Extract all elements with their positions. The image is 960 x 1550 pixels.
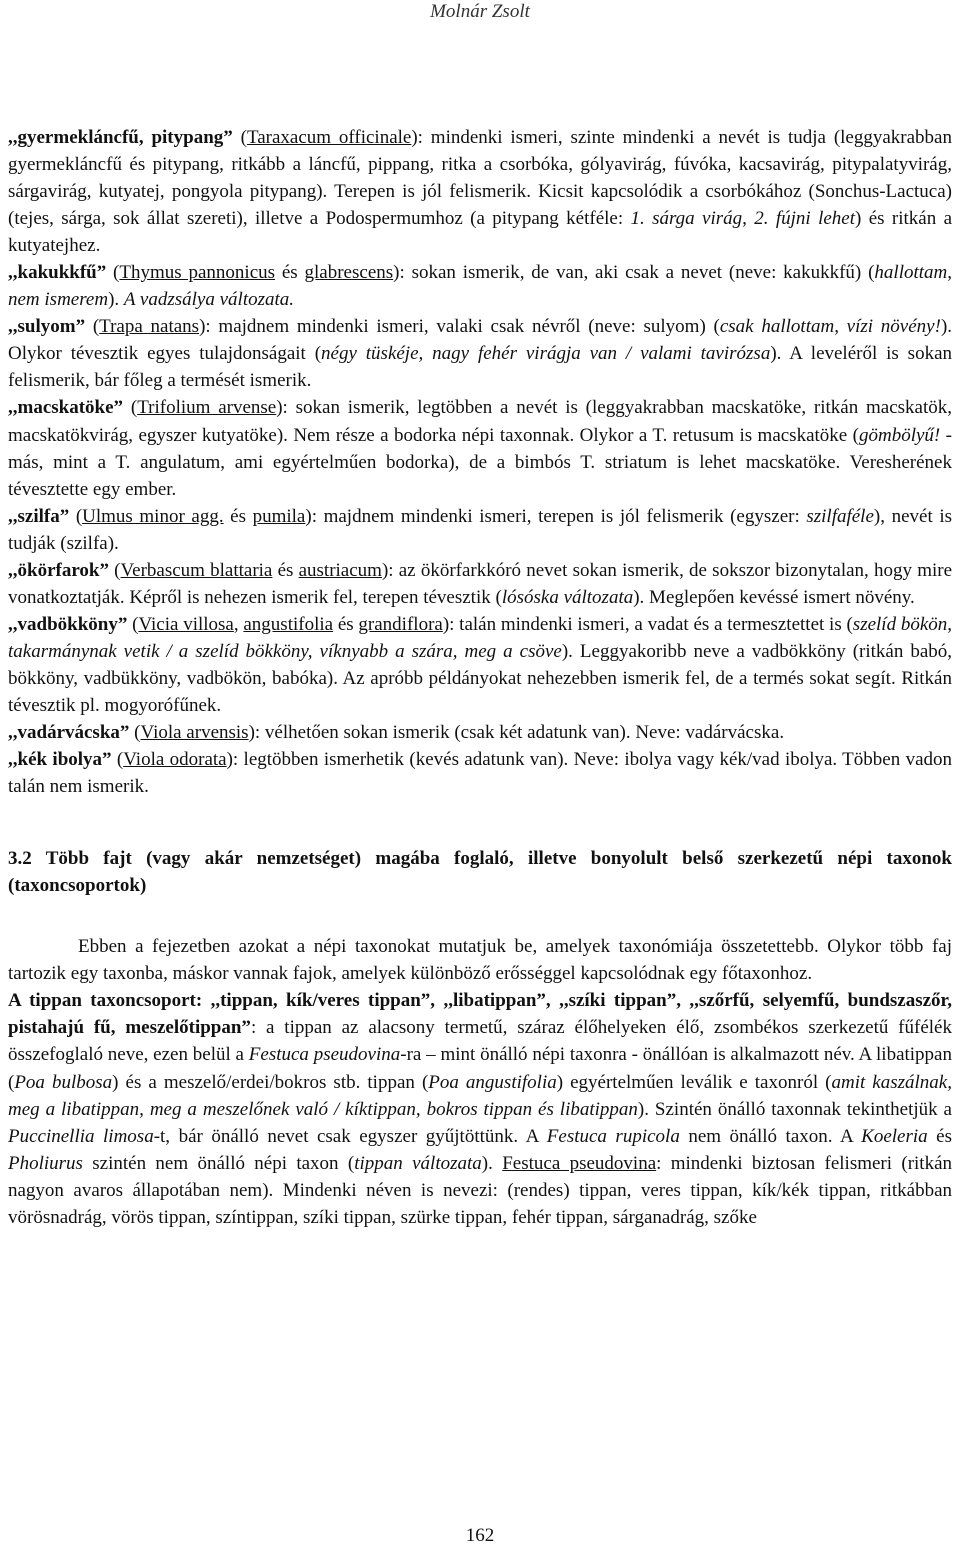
- page-number-value: 162: [465, 1525, 495, 1546]
- entry-szilfa: ,,szilfa” (Ulmus minor agg. és pumila): majdnem mindenki ismeri, terepen is jól felismerik (egyszer: szilfaféle), nevét is tudják (szilfa).: [8, 505, 952, 554]
- entry-sulyom: ,,sulyom” (Trapa natans): majdnem mindenki ismeri, valaki csak névről (neve: sulyom) (csak hallottam, vízi növény!). Olykor tévesztik egyes tulajdonságait (négy tüskéje, nagy fehér virágja van / valami tavirózsa). A leveléről is sokan felismerik, bár főleg a termését ismerik.: [8, 316, 953, 392]
- section-heading: 3.2 Több fajt (vagy akár nemzetséget) magába foglaló, illetve bonyolult belső szerkezetű népi taxonok (taxoncsoportok): [8, 848, 952, 897]
- header-author: Molnár Zsolt: [430, 1, 530, 22]
- entry-kakukkfu: ,,kakukkfű” (Thymus pannonicus és glabrescens): sokan ismerik, de van, aki csak a nevet (neve: kakukkfű) (hallottam, nem ismerem). A vadzsálya változata.: [8, 262, 953, 311]
- section-intro: Ebben a fejezetben azokat a népi taxonokat mutatjuk be, amelyek taxonómiája összetettebb. Olykor több faj tartozik egy taxonba, máskor vannak fajok, amelyek különböző erősséggel kapcsolódnak egy főtaxonhoz.: [8, 936, 952, 985]
- page-body: [8, 124, 952, 1231]
- entry-vadbokkony: ,,vadbökköny” (Vicia villosa, angustifolia és grandiflora): talán mindenki ismeri, a vadat és a termesztettet is (szelíd bökön, takarmánynak vetik / a szelíd bökköny, víknyabb a szára, meg a csöve). Leggyakoribb neve a vadbökköny (ritkán babó, bökköny, vadbükköny, vadbökön, babóka). Az apróbb példányokat nehezebben ismerik fel, de a termés sokat segít. Ritkán tévesztik pl. mogyorófűnek.: [8, 613, 953, 716]
- running-header: [0, 0, 960, 30]
- page-number: [0, 1525, 960, 1547]
- entry-okorfarok: ,,ökörfarok” (Verbascum blattaria és austriacum): az ökörfarkkóró nevet sokan ismerik, de sokszor bizonytalan, hogy mire vonatkoztatják. Képről is nehezen ismerik fel, terepen tévesztik (lósóska változata). Meglepően kevéssé ismert növény.: [8, 559, 953, 608]
- entry-macskatoke: ,,macskatöke” (Trifolium arvense): sokan ismerik, legtöbben a nevét is (leggyakrabban macskatöke, ritkán macskatök, macskatökvirág, egyszer kutyatöke). Nem része a bodorka népi taxonnak. Olykor a T. retusum is macskatöke (gömbölyű! - más, mint a T. angulatum, ami egyértelműen bodorka), de a bimbós T. striatum is lehet macskatöke. Veresherének tévesztette egy ember.: [8, 397, 953, 500]
- entry-gyermeklancfu: ,,gyermekláncfű, pitypang” (Taraxacum officinale): mindenki ismeri, szinte mindenki a nevét is tudja (leggyakrabban gyermekláncfű és pitypang, ritkább a láncfű, pippang, ritka a csorbóka, gólyavirág, fúvóka, kacsavirág, pitypalatyvirág, sárgavirág, kutyatej, pongyola pitypang). Terepen is jól felismerik. Kicsit kapcsolódik a csorbókához (Sonchus-Lactuca) (tejes, sárga, sok állat szereti), illetve a Podospermumhoz (a pitypang kétféle: 1. sárga virág, 2. fújni lehet) és ritkán a kutyatejhez.: [8, 127, 953, 257]
- entry-kek-ibolya: ,,kék ibolya” (Viola odorata): legtöbben ismerhetik (kevés adatunk van). Neve: ibolya vagy kék/vad ibolya. Többen vadon talán nem ismerik.: [8, 749, 953, 798]
- entry-vadarvacska: ,,vadárvácska” (Viola arvensis): vélhetően sokan ismerik (csak két adatunk van). Neve: vadárvácska.: [8, 722, 785, 744]
- tippan-paragraph: A tippan taxoncsoport: ,,tippan, kík/veres tippan”, ,,libatippan”, ,,szíki tippan”, ,,szőrfű, selyemfű, bundszaszőr, pistahajú fű, meszelőtippan”: a tippan az alacsony termetű, száraz élőhelyeken élő, zsombékos szerkezetű fűfélék összefoglaló neve, ezen belül a Festuca pseudovina-ra – mint önálló népi taxonra - önállóan is alkalmazott név. A libatippan (Poa bulbosa) és a meszelő/erdei/bokros stb. tippan (Poa angustifolia) egyértelműen leválik e taxonról (amit kaszálnak, meg a libatippan, meg a meszelőnek való / kíktippan, bokros tippan és libatippan). Szintén önálló taxonnak tekinthetjük a Puccinellia limosa-t, bár önálló nevet csak egyszer gyűjtöttünk. A Festuca rupicola nem önálló taxon. A Koeleria és Pholiurus szintén nem önálló népi taxon (tippan változata). Festuca pseudovina: mindenki biztosan felismeri (ritkán nagyon avaros állapotában nem). Mindenki néven is nevezi: (rendes) tippan, veres tippan, kík/kék tippan, ritkábban vörösnadrág, vörös tippan, színtippan, szíki tippan, szürke tippan, fehér tippan, sárganadrág, szőke: [8, 990, 953, 1228]
